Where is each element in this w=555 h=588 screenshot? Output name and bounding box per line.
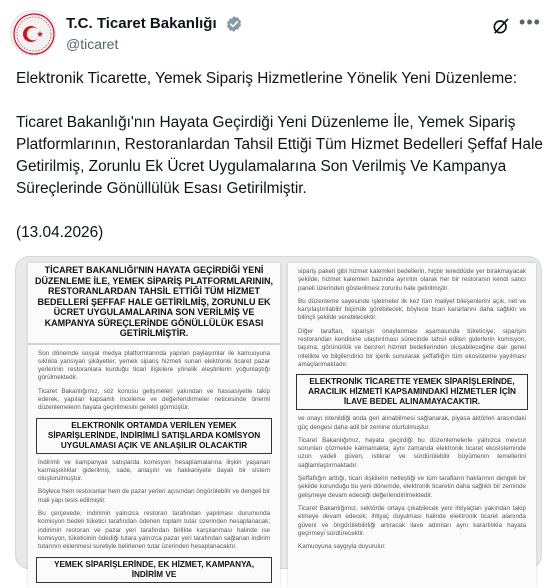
handle[interactable]: @ticaret [66, 36, 119, 52]
document-paragraph: Bu düzenleme sayesinde işletmeler ilk kez tüm maliyet bileşenlerini açık, net ve karşılaştırılabilir biçimde görebilecek; böylece ticari kararlarını daha sağlıklı ve bilinçli şekilde verebilecektir. [298, 297, 526, 322]
document-paragraph: Şeffaflığın arttığı, ticari ilişkilerin netleştiği ve tüm tarafların haklarının dengeli bir şekilde korunduğu bu yeni dönemde, elektronik ticaretin daha sağlıklı bir zeminde gelişmeye devam edeceği değerlendirilmektedir. [298, 475, 526, 499]
divider [28, 343, 280, 345]
grok-icon[interactable] [491, 16, 511, 36]
post-text: Elektronik Ticarette, Yemek Sipariş Hizmetlerine Yönelik Yeni Düzenleme: Ticaret Bakanlığı'nın Hayata Geçirdiği Yeni Düzenleme İle, Yemek Sipariş Platformlarının, Restoranlardan Tahsil Ettiği Tüm Hizmet Bedelleri Şeffaf Hale Getirilmiş, Zorunlu Ek Ücret Uygulamalarına Son Verilmiş Ve Kampanya Süreçlerinde Gönüllülük Esası Getirilmiştir. (13.04.2026) [16, 70, 543, 241]
document-paragraph: ve onayı istenildiği anda geri alınabilmesi sağlanarak, piyasa aktörleri arasındaki güç dengesi daha adil bir zemine oturtulmuştur. [298, 415, 526, 431]
more-options-icon[interactable]: ••• [519, 12, 541, 32]
document-paragraph: Kamuoyuna saygıyla duyurulur. [298, 543, 386, 551]
document-paragraph: sipariş paketi gibi hizmet kalemleri bedellerin, hiçbir tereddüde yer bırakmayacak şekilde, hizmet kalemleri bazında ayrıntılı olarak her bir restoranın kendi satıcı paneli üzerinden gösterilmesi zorunlu hale getirilmiştir. [298, 268, 526, 292]
document-paragraph: İndirimli ve kampanyalı satışlarda komisyon hesaplamalarına ilişkin yaşanan karmaşıklıklar giderilmiş, sade, anlaşılır ve hakkaniyete dayalı bir sistem oluşturulmuştur. [38, 458, 270, 483]
document-title: TİCARET BAKANLIĞI'NIN HAYATA GEÇİRDİĞİ YENİ DÜZENLEME İLE, YEMEK SİPARİŞ PLATFORMLARININ, RESTORANLARDAN TAHSİL ETTİĞİ TÜM HİZMET BEDELLERİ ŞEFFAF HALE GETİRİLMİŞ, ZORUNLU EK ÜCRET UYGULAMALARINA SON VERİLMİŞ VE KAMPANYA SÜREÇLERİNDE GÖNÜLLÜLÜK ESASI GETİRİLMİŞTİR. [34, 265, 273, 338]
document-paragraph: Son dönemde sosyal medya platformlarında yapılan paylaşımlar ile kamuoyuna sıklıkla yansıyan şikâyetler, yemek sipariş hizmeti sunan elektronik ticaret pazar yerlerinin restoranlara kurduğu ticari ilişkilere yönelik eleştirilerin yoğunlaştığı görülmektedir. [38, 349, 270, 382]
document-heading-box: YEMEK SİPARİŞLERİNDE, EK HİZMET, KAMPANYA, İNDİRİM VE [36, 557, 272, 583]
document-paragraph: Ticaret Bakanlığımız, sektörde ortaya çıkabilecek yeni ihtiyaçları yakından takip etmeye devam edecek; ihtiyaç duyulması halinde elektronik ticaret alanında güveni ve öngörülebilirliği artıracak ilave adımları aynı kararlılıkla hayata geçirmeyi sürdürecektir. [298, 504, 526, 537]
document-page-left [28, 263, 280, 588]
avatar[interactable] [10, 10, 56, 56]
post-image[interactable] [15, 256, 542, 579]
document-page-right [288, 263, 536, 588]
document-paragraph: Ticaret Bakanlığımız, söz konusu gelişmeleri yakından ve hassasiyetle takip ederek, yapılan kapsamlı inceleme ve değerlendirmeler neticesinde önemli düzenlemelerin hayata geçirilmesini gerekli görmüştür. [38, 387, 270, 412]
document-paragraph: Diğer taraftan, siparişin onaylanması aşamasında tüketiciye; siparişin restorandan kendisine ulaştırılması sürecinde tahsil edilen giderlerin komisyon, taşıma, görünürlük ve benzeri hizmet bedellerinden oluşabileceğine dair genel nitelikte ve bilgilendirici bir içerik sunularak şeffaflığın tüm ekosisteme yayılması amaçlanmaktadır. [298, 327, 526, 368]
display-name[interactable]: T.C. Ticaret Bakanlığı [66, 15, 217, 32]
post-header [10, 10, 545, 58]
document-heading-box: ELEKTRONİK TİCARETTE YEMEK SİPARİŞLERİNDE, ARACILIK HİZMETİ KAPSAMINDAKİ HİZMETLER İÇİN İLAVE BEDEL ALINAMAYACAKTIR. [296, 374, 528, 410]
document-paragraph: Böylece hem restoranlar hem de pazar yerleri açısından öngörülebilir ve dengeli bir mali yapı tesis edilmiştir. [38, 488, 270, 504]
author-names [66, 14, 243, 54]
turkish-crescent-star-seal [11, 11, 57, 57]
verified-badge-icon [225, 15, 243, 33]
document-heading-box: ELEKTRONİK ORTAMDA VERİLEN YEMEK SİPARİŞLERİNDE, İNDİRİMLİ SATIŞLARDA KOMİSYON UYGULAMASI AÇIK VE ANLAŞILIR OLACAKTIR [36, 418, 272, 454]
document-paragraph: Bu çerçevede; indirimin yalnızca restoran tarafından yapılması durumunda komisyon bedeli tüketici tarafından ödenen toplam tutar üzerinden hesaplanacak; indirimin restoran ve pazar yeri tarafından birlikte karşılanması halinde ise komisyon, tüketicinin ödediği tutara yalnızca pazar yeri tarafından sağlanan indirim tutarının eklenmesi suretiyle belirlenen tutar üzerinden hesaplanacaktır. [38, 510, 270, 551]
document-paragraph: Ticaret Bakanlığımız, hayata geçirdiği bu düzenlemelerle yalnızca mevcut sorunları çözmekle kalmamakta; aynı zamanda elektronik ticaret ekosisteminde uzun vadeli güven, istikrar ve sürdürülebilir büyümenin temellerini sağlamlaştırmaktadır. [298, 436, 526, 469]
